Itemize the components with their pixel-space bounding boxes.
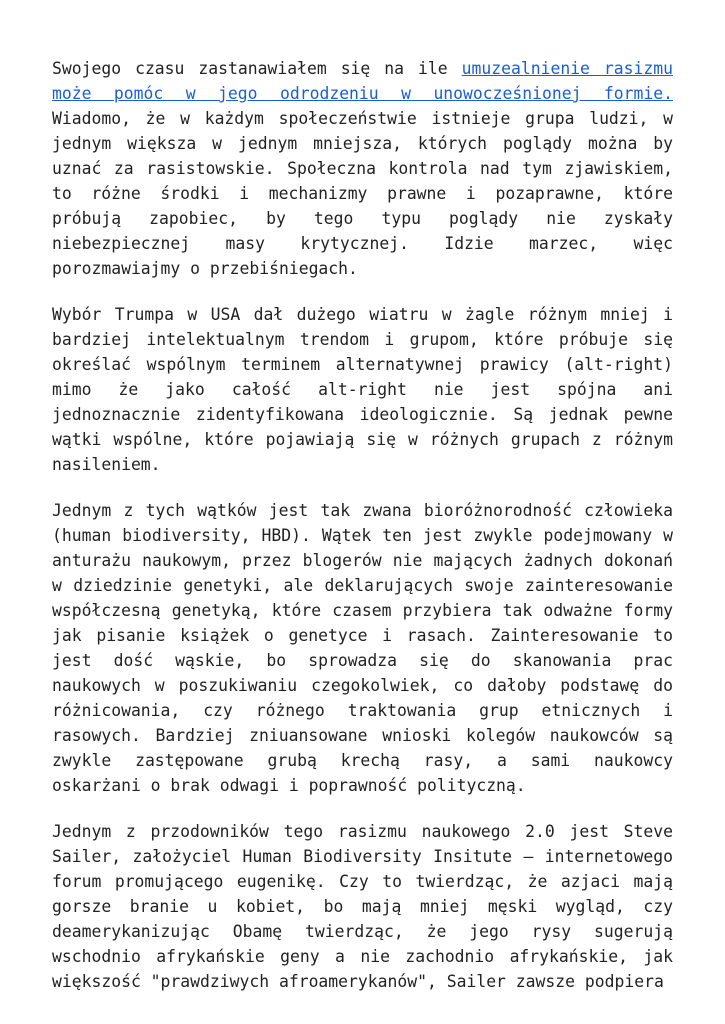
paragraph-4: Jednym z przodowników tego rasizmu naukowego 2.0 jest Steve Sailer, założyciel Human Biodiversity Insitute – internetowego forum promującego eugenikę. Czy to twierdząc, że azjaci mają gorsze branie u kobiet, bo mają mniej męski wygląd, czy deamerykanizując Obamę twierdząc, że jego rysy sugerują wschodnio afrykańskie geny a nie zachodnio afrykańskie, jak większość "prawdziwych afroamerykanów", Sailer zawsze podpiera [52,822,673,991]
article-link[interactable]: umuzealnienie rasizmu może pomóc w jego odrodzeniu w unowocześnionej formie. [52,59,673,103]
paragraph-1-body: Wiadomo, że w każdym społeczeństwie istnieje grupa ludzi, w jednym większa w jednym mniejsza, których poglądy można by uznać za rasistowskie. Społeczna kontrola nad tym zjawiskiem, to różne środki i mechanizmy prawne i pozaprawne, które próbują zapobiec, by tego typu poglądy nie zyskały niebezpiecznej masy krytycznej. Idzie marzec, więc porozmawiajmy o przebiśniegach. [52,109,673,278]
paragraph-1 [52,56,673,281]
paragraph-2: Wybór Trumpa w USA dał dużego wiatru w żagle różnym mniej i bardziej intelektualnym trendom i grupom, które próbuje się określać wspólnym terminem alternatywnej prawicy (alt-right) mimo że jako całość alt-right nie jest spójna ani jednoznacznie zidentyfikowana ideologicznie. Są jednak pewne wątki wspólne, które pojawiają się w różnych grupach z różnym nasileniem. [52,305,673,474]
paragraph-1-intro: Swojego czasu zastanawiałem się na ile [52,59,462,78]
paragraph-3: Jednym z tych wątków jest tak zwana bioróżnorodność człowieka (human biodiversity, HBD). Wątek ten jest zwykle podejmowany w anturażu naukowym, przez blogerów nie mających żadnych dokonań w dziedzinie genetyki, ale deklarujących swoje zainteresowanie współczesną genetyką, które czasem przybiera tak odważne formy jak pisanie książek o genetyce i rasach. Zainteresowanie to jest dość wąskie, bo sprowadza się do skanowania prac naukowych w poszukiwaniu czegokolwiek, co dałoby podstawę do różnicowania, czy różnego traktowania grup etnicznych i rasowych. Bardziej zniuansowane wnioski kolegów naukowców są zwykle zastępowane grubą krechą rasy, a sami naukowcy oskarżani o brak odwagi i poprawność polityczną. [52,501,673,795]
